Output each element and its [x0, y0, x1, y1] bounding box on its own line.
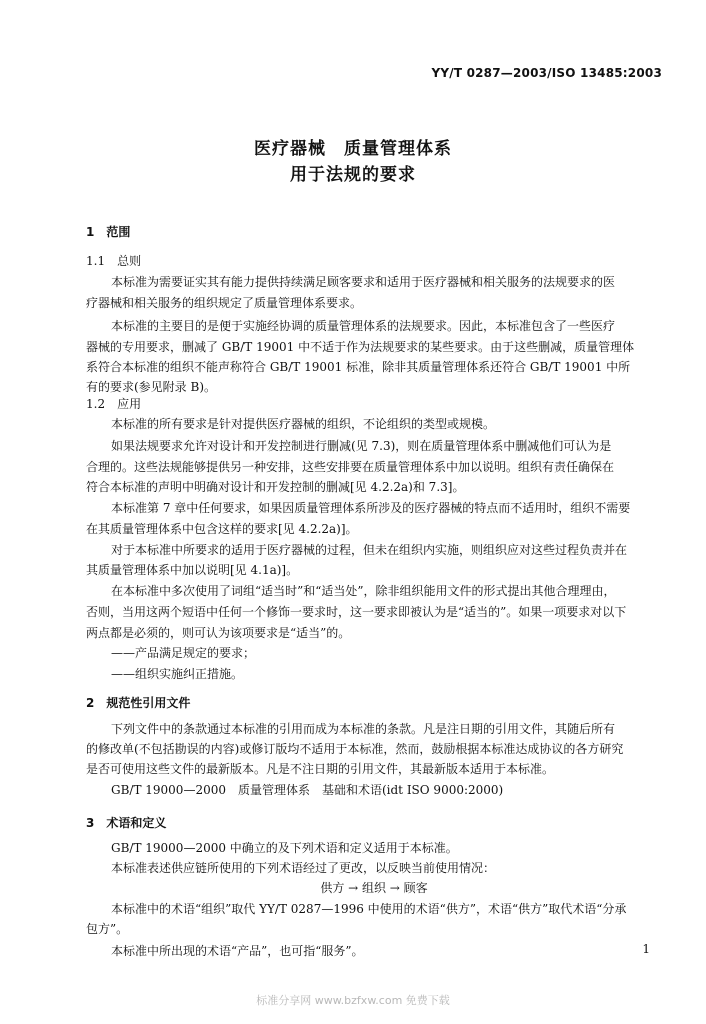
- section-heading: 2 规范性引用文件: [86, 696, 191, 710]
- body-text-line: 在本标准中多次使用了词组“适当时”和“适当处”，除非组织能用文件的形式提出其他合理理由，: [111, 584, 616, 598]
- normative-reference: GB/T 19000—2000 质量管理体系 基础和术语(idt ISO 9000:2000): [111, 783, 504, 797]
- body-text-line: 本标准表述供应链所使用的下列术语经过了更改，以反映当前使用情况：: [111, 861, 496, 875]
- body-text-line: 系符合本标准的组织不能声称符合 GB/T 19001 标准，除非其质量管理体系还符合 GB/T 19001 中所: [86, 360, 631, 374]
- body-text-line: 的修改单(不包括勘误的内容)或修订版均不适用于本标准，然而，鼓励根据本标准达成协议的各方研究: [86, 742, 624, 756]
- title-line-1: 医疗器械 质量管理体系: [254, 139, 452, 159]
- body-text-line: 本标准的所有要求是针对提供医疗器械的组织，不论组织的类型或规模。: [111, 417, 496, 431]
- subsection-heading: 1.1 总则: [86, 254, 142, 268]
- body-text-line: 器械的专用要求，删减了 GB/T 19001 中不适于作为法规要求的某些要求。由于这些删减，质量管理体: [86, 340, 635, 354]
- body-text-line: 在其质量管理体系中包含这样的要求[见 4.2.2a)]。: [86, 522, 358, 536]
- list-item: ——组织实施纠正措施。: [111, 667, 244, 681]
- section-heading: 3 术语和定义: [86, 816, 167, 830]
- body-text-line: 疗器械和相关服务的组织规定了质量管理体系要求。: [86, 296, 363, 310]
- document-code: YY/T 0287—2003/ISO 13485:2003: [431, 66, 662, 80]
- body-text-line: 本标准中的术语“组织”取代 YY/T 0287—1996 中使用的术语“供方”，术语“供方”取代术语“分承: [111, 902, 627, 916]
- body-text-line: 对于本标准中所要求的适用于医疗器械的过程，但未在组织内实施，则组织应对这些过程负责并在: [111, 543, 628, 557]
- body-text-line: GB/T 19000—2000 中确立的及下列术语和定义适用于本标准。: [111, 841, 458, 855]
- body-text-line: 符合本标准的声明中明确对设计和开发控制的删减[见 4.2.2a)和 7.3]。: [86, 480, 465, 494]
- watermark: 标准分享网 www.bzfxw.com 免费下载: [256, 994, 450, 1007]
- body-text-line: 否则，当用这两个短语中任何一个修饰一要求时，这一要求即被认为是“适当的”。如果一项要求对以下: [86, 605, 627, 619]
- body-text-line: 如果法规要求允许对设计和开发控制进行删减(见 7.3)，则在质量管理体系中删减他们可认为是: [111, 439, 612, 453]
- body-text-line: 有的要求(参见附录 B)。: [86, 380, 216, 394]
- body-text-line: 下列文件中的条款通过本标准的引用而成为本标准的条款。凡是注日期的引用文件，其随后所有: [111, 722, 616, 736]
- body-text-line: 本标准第 7 章中任何要求，如果因质量管理体系所涉及的医疗器械的特点而不适用时，组织不需要: [111, 501, 631, 515]
- page-number: 1: [642, 942, 650, 956]
- supply-chain-diagram-text: 供方 → 组织 → 顾客: [320, 881, 428, 895]
- list-item: ——产品满足规定的要求；: [111, 646, 256, 660]
- body-text-line: 本标准为需要证实其有能力提供持续满足顾客要求和适用于医疗器械和相关服务的法规要求的医: [111, 275, 616, 289]
- body-text-line: 是否可使用这些文件的最新版本。凡是不注日期的引用文件，其最新版本适用于本标准。: [86, 762, 555, 776]
- title-line-2: 用于法规的要求: [290, 165, 416, 185]
- subsection-heading: 1.2 应用: [86, 397, 142, 411]
- body-text-line: 其质量管理体系中加以说明[见 4.1a)]。: [86, 563, 299, 577]
- body-text-line: 本标准的主要目的是便于实施经协调的质量管理体系的法规要求。因此，本标准包含了一些医疗: [111, 319, 616, 333]
- body-text-line: 包方”。: [86, 922, 129, 936]
- body-text-line: 两点都是必须的，则可认为该项要求是“适当”的。: [86, 626, 351, 640]
- section-heading: 1 范围: [86, 225, 131, 239]
- body-text-line: 合理的。这些法规能够提供另一种安排，这些安排要在质量管理体系中加以说明。组织有责任确保在: [86, 460, 615, 474]
- body-text-line: 本标准中所出现的术语“产品”，也可指“服务”。: [111, 944, 364, 958]
